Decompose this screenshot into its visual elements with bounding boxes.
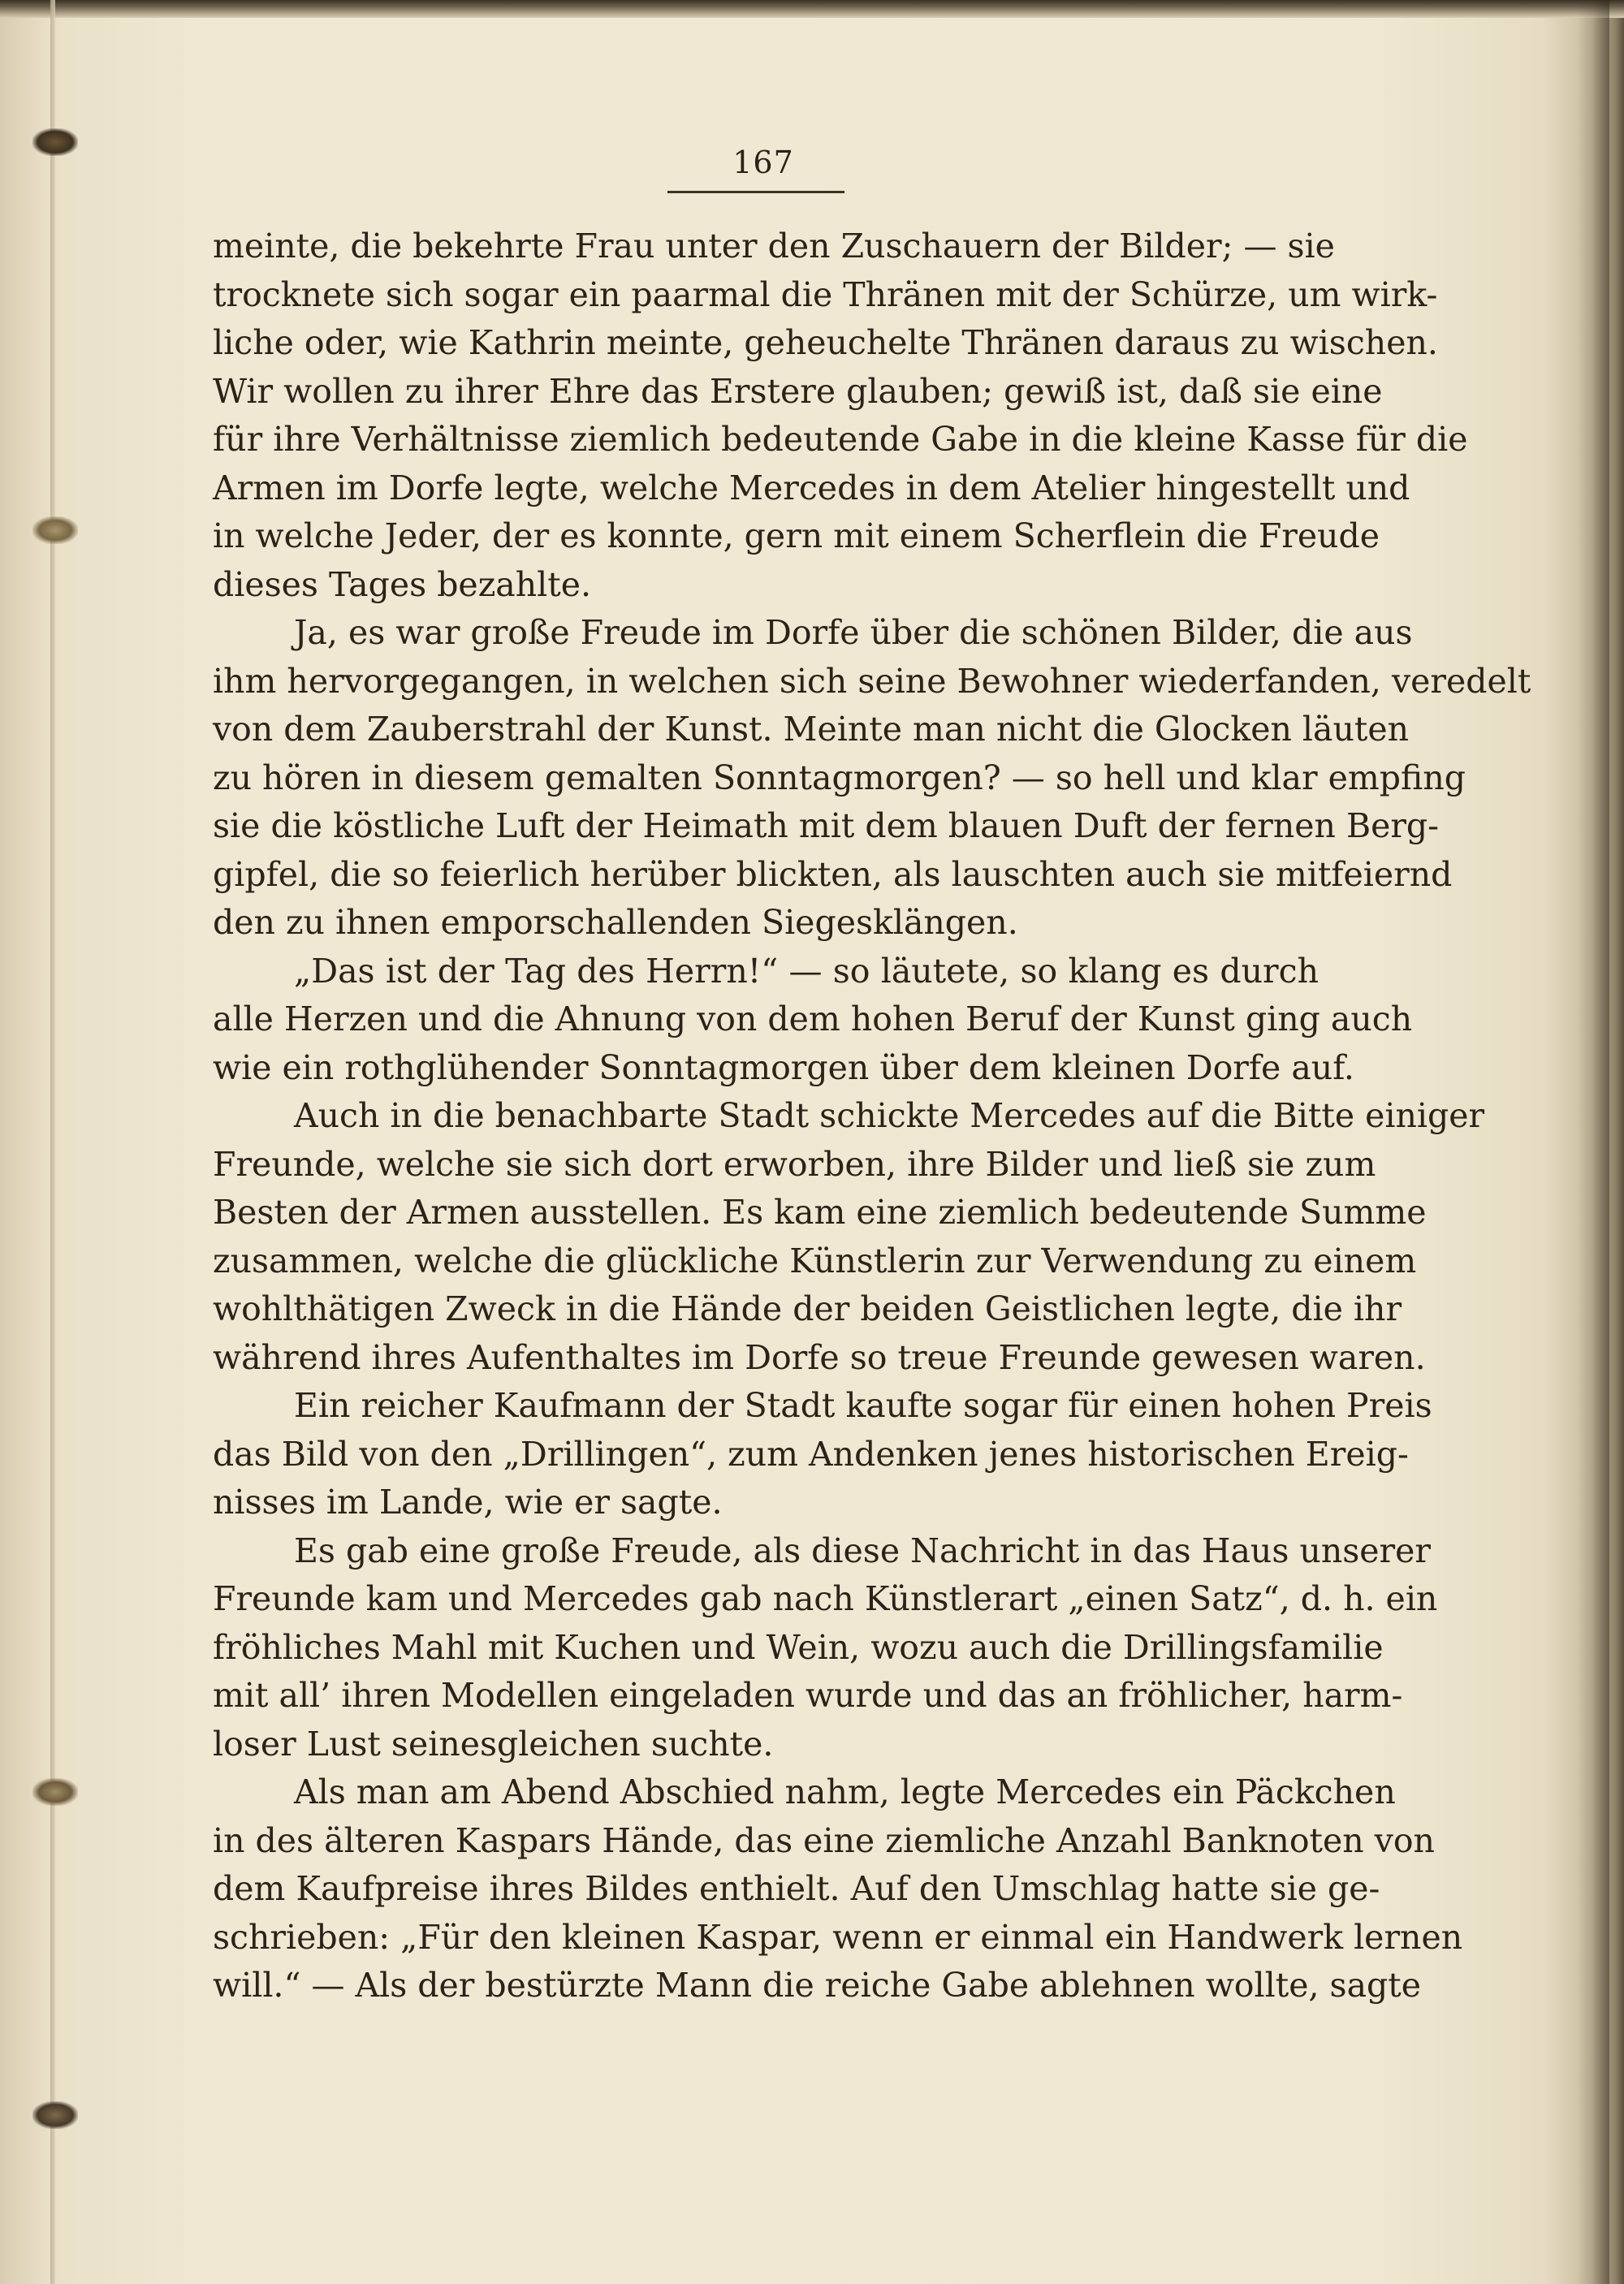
text-line: „Das ist der Tag des Herrn!“ — so läutete, so klang es durch	[294, 951, 1319, 991]
binding-thread-mark	[32, 2101, 78, 2129]
text-line: wie ein rothglühender Sonntagmorgen über dem kleinen Dorfe auf.	[213, 1047, 1354, 1087]
text-line: Ja, es war große Freude im Dorfe über die schönen Bilder, die aus	[294, 613, 1413, 652]
text-line: Auch in die benachbarte Stadt schickte Mercedes auf die Bitte einiger	[294, 1096, 1485, 1135]
text-line: zusammen, welche die glückliche Künstlerin zur Verwendung zu einem	[213, 1241, 1417, 1280]
binding-thread-mark	[32, 1778, 78, 1806]
text-line: dieses Tages bezahlte.	[213, 564, 592, 604]
text-line: das Bild von den „Drillingen“, zum Andenken jenes historischen Ereig-	[213, 1434, 1409, 1474]
text-line: Freunde, welche sie sich dort erworben, ihre Bilder und ließ sie zum	[213, 1144, 1376, 1184]
text-line: Besten der Armen ausstellen. Es kam eine ziemlich bedeutende Summe	[213, 1193, 1427, 1232]
page-right-shadow	[1577, 0, 1609, 2284]
text-line: will.“ — Als der bestürzte Mann die reiche Gabe ablehnen wollte, sagte	[213, 1966, 1421, 2005]
text-line: alle Herzen und die Ahnung von dem hohen Beruf der Kunst ging auch	[213, 1000, 1413, 1038]
text-line: für ihre Verhältnisse ziemlich bedeutende Gabe in die kleine Kasse für die	[213, 420, 1468, 459]
text-line: dem Kaufpreise ihres Bildes enthielt. Auf den Umschlag hatte sie ge-	[213, 1869, 1380, 1908]
text-line: in des älteren Kaspars Hände, das eine ziemliche Anzahl Banknoten von	[213, 1820, 1435, 1860]
binding-thread-mark	[32, 516, 78, 544]
text-line: loser Lust seinesgleichen suchte.	[213, 1724, 774, 1764]
text-line: den zu ihnen emporschallenden Siegesklängen.	[213, 903, 1018, 942]
text-line: gipfel, die so feierlich herüber blickten, als lauschten auch sie mitfeiernd	[213, 854, 1453, 894]
body-text	[213, 222, 1531, 2010]
binding-thread-mark	[32, 128, 78, 156]
text-line: Ein reicher Kaufmann der Stadt kaufte sogar für einen hohen Preis	[294, 1386, 1432, 1425]
text-line: Als man am Abend Abschied nahm, legte Mercedes ein Päckchen	[294, 1772, 1396, 1811]
text-line: liche oder, wie Kathrin meinte, geheuchelte Thränen daraus zu wischen.	[213, 323, 1438, 362]
text-line: Armen im Dorfe legte, welche Mercedes in dem Atelier hingestellt und	[213, 468, 1410, 507]
text-line: meinte, die bekehrte Frau unter den Zuschauern der Bilder; — sie	[213, 227, 1335, 266]
text-line: Wir wollen zu ihrer Ehre das Erstere glauben; gewiß ist, daß sie eine	[213, 371, 1383, 411]
text-line: wohlthätigen Zweck in die Hände der beiden Geistlichen legte, die ihr	[213, 1289, 1402, 1328]
text-line: schrieben: „Für den kleinen Kaspar, wenn er einmal ein Handwerk lernen	[213, 1917, 1463, 1957]
header-rule	[667, 191, 844, 193]
text-line: nisses im Lande, wie er sagte.	[213, 1483, 723, 1522]
page-left-fold	[50, 0, 55, 2284]
text-line: von dem Zauberstrahl der Kunst. Meinte man nicht die Glocken läuten	[213, 710, 1410, 749]
text-line: sie die köstliche Luft der Heimath mit dem blauen Duft der fernen Berg-	[213, 806, 1440, 845]
text-line: fröhliches Mahl mit Kuchen und Wein, wozu auch die Drillingsfamilie	[213, 1627, 1384, 1667]
text-line: während ihres Aufenthaltes im Dorfe so treue Freunde gewesen waren.	[213, 1337, 1426, 1377]
text-line: Es gab eine große Freude, als diese Nachricht in das Haus unserer	[294, 1531, 1431, 1570]
text-line: Freunde kam und Mercedes gab nach Künstlerart „einen Satz“, d. h. ein	[213, 1579, 1438, 1618]
page-number: 167	[732, 145, 794, 180]
page-top-edge	[0, 0, 1624, 18]
text-line: ihm hervorgegangen, in welchen sich seine Bewohner wiederfanden, veredelt	[213, 661, 1531, 701]
text-line: in welche Jeder, der es konnte, gern mit einem Scherflein die Freude	[213, 516, 1380, 555]
text-line: zu hören in diesem gemalten Sonntagmorgen? — so hell und klar empfing	[213, 758, 1466, 797]
text-line: mit all’ ihren Modellen eingeladen wurde und das an fröhlicher, harm-	[213, 1676, 1403, 1715]
text-line: trocknete sich sogar ein paarmal die Thränen mit der Schürze, um wirk-	[213, 274, 1438, 314]
